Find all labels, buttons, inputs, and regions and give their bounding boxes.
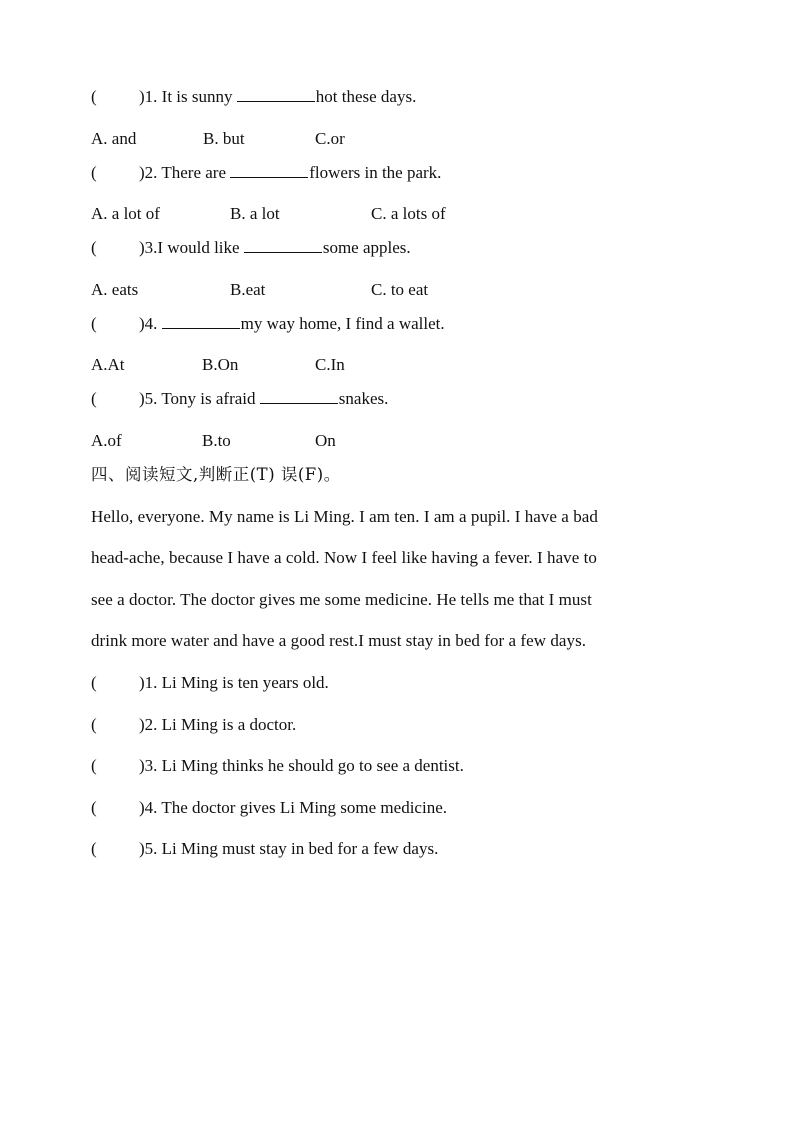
- question-stem: )1. It is sunny: [139, 87, 237, 106]
- option-c: On: [315, 430, 336, 450]
- tf-statement: )2. Li Ming is a doctor.: [139, 714, 297, 734]
- option-b: B.to: [202, 430, 231, 450]
- answer-paren[interactable]: (: [91, 313, 97, 333]
- question-4: [91, 307, 711, 349]
- question-2-options: [91, 197, 711, 231]
- fill-blank: [260, 386, 338, 404]
- answer-paren[interactable]: (: [91, 238, 97, 258]
- question-1-options: [91, 122, 711, 156]
- question-tail: flowers in the park.: [309, 162, 442, 182]
- tf-item-2: [91, 708, 711, 750]
- option-a: A. a lot of: [91, 204, 160, 224]
- question-stem: )4.: [139, 313, 162, 333]
- section-title: 四、阅读短文,判断正(T) 误(F)。: [91, 464, 341, 484]
- answer-paren[interactable]: (: [91, 389, 97, 409]
- answer-paren[interactable]: (: [91, 714, 97, 734]
- tf-item-3: [91, 749, 711, 791]
- question-tail: my way home, I find a wallet.: [240, 313, 445, 333]
- fill-blank: [244, 235, 322, 253]
- question-tail: hot these days.: [315, 87, 417, 106]
- answer-paren[interactable]: (: [91, 87, 97, 106]
- tf-statement: )5. Li Ming must stay in bed for a few days.: [139, 839, 439, 859]
- passage-line: drink more water and have a good rest.I must stay in bed for a few days.: [91, 631, 587, 651]
- tf-item-4: [91, 791, 711, 833]
- tf-statement: )4. The doctor gives Li Ming some medicine.: [139, 797, 447, 817]
- question-1: [91, 80, 711, 122]
- option-a: A. and: [91, 128, 137, 148]
- option-a: A. eats: [91, 279, 139, 299]
- question-3-options: [91, 273, 711, 307]
- question-stem: )3.I would like: [139, 238, 244, 258]
- option-c: C.In: [315, 355, 345, 375]
- option-c: C. a lots of: [371, 204, 446, 224]
- tf-statement: )1. Li Ming is ten years old.: [139, 672, 329, 692]
- option-c: C.or: [315, 128, 345, 148]
- tf-statement: )3. Li Ming thinks he should go to see a dentist.: [139, 756, 464, 776]
- fill-blank: [230, 160, 308, 178]
- question-tail: some apples.: [322, 238, 411, 258]
- question-5-options: [91, 424, 711, 458]
- option-b: B. but: [203, 128, 245, 148]
- answer-paren[interactable]: (: [91, 839, 97, 859]
- question-stem: )5. Tony is afraid: [139, 389, 260, 409]
- passage-line: head-ache, because I have a cold. Now I feel like having a fever. I have to: [91, 548, 597, 568]
- fill-blank: [162, 311, 240, 329]
- answer-paren[interactable]: (: [91, 797, 97, 817]
- fill-blank: [237, 84, 315, 102]
- question-3: [91, 231, 711, 273]
- tf-item-1: [91, 666, 711, 708]
- option-c: C. to eat: [371, 279, 429, 299]
- worksheet: [91, 80, 711, 874]
- question-stem: )2. There are: [139, 162, 231, 182]
- option-a: A.of: [91, 430, 122, 450]
- tf-item-5: [91, 832, 711, 874]
- answer-paren[interactable]: (: [91, 162, 97, 182]
- option-a: A.At: [91, 355, 125, 375]
- question-4-options: [91, 348, 711, 382]
- answer-paren[interactable]: (: [91, 756, 97, 776]
- passage-line: Hello, everyone. My name is Li Ming. I am ten. I am a pupil. I have a bad: [91, 506, 598, 526]
- question-2: [91, 156, 711, 198]
- option-b: B.On: [202, 355, 239, 375]
- passage-line: see a doctor. The doctor gives me some medicine. He tells me that I must: [91, 589, 592, 609]
- option-b: B.eat: [230, 279, 266, 299]
- option-b: B. a lot: [230, 204, 280, 224]
- reading-passage: [91, 500, 711, 666]
- question-5: [91, 382, 711, 424]
- answer-paren[interactable]: (: [91, 672, 97, 692]
- question-tail: snakes.: [338, 389, 389, 409]
